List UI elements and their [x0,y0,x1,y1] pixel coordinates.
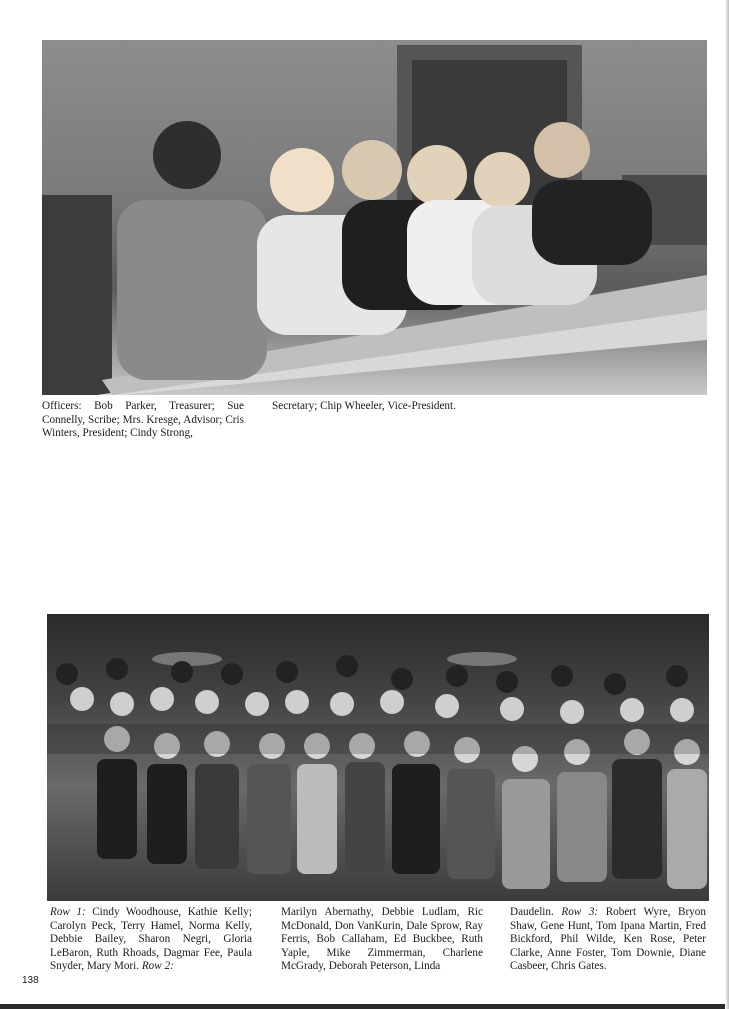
group-caption-col3 [510,906,706,974]
bottom-rule [0,1004,729,1009]
officers-photo [42,40,707,395]
page-number: 138 [22,975,39,986]
officers-caption-left: Officers: Bob Parker, Treasurer; Sue Connelly, Scribe; Mrs. Kresge, Advisor; Cris Winters, President; Cindy Strong, [42,400,244,440]
group-caption-col1 [50,906,252,974]
officers-caption-right: Secretary; Chip Wheeler, Vice-President. [272,400,456,412]
row2-end: Daudelin. [510,906,562,918]
group-caption-col2: Marilyn Abernathy, Debbie Ludlam, Ric McDonald, Don VanKurin, Dale Sprow, Ray Ferris, Bob Callaham, Ed Buckbee, Ruth Yaple, Mike Zimmerman, Charlene McGrady, Deborah Peterson, Linda [281,906,483,973]
row3-names: Robert Wyre, Bryon Shaw, Gene Hunt, Tom Ipana Martin, Fred Bickford, Phil Wilde, Ken Rose, Peter Clarke, Anne Foster, Tom Downie, Diane Casbeer, Chris Gates. [510,906,706,973]
row1-names: Cindy Woodhouse, Kathie Kelly; Carolyn Peck, Terry Hamel, Norma Kelly, Debbie Bailey, Sharon Negri, Gloria LeBaron, Ruth Rhoads, Dagmar Fee, Paula Snyder, Mary Mori. [50,906,252,973]
row1-label: Row 1: [50,906,86,918]
page-edge-shadow [725,0,729,1009]
group-photo [47,614,709,901]
row3-label: Row 3: [561,906,599,918]
row2-label: Row 2: [141,960,174,973]
